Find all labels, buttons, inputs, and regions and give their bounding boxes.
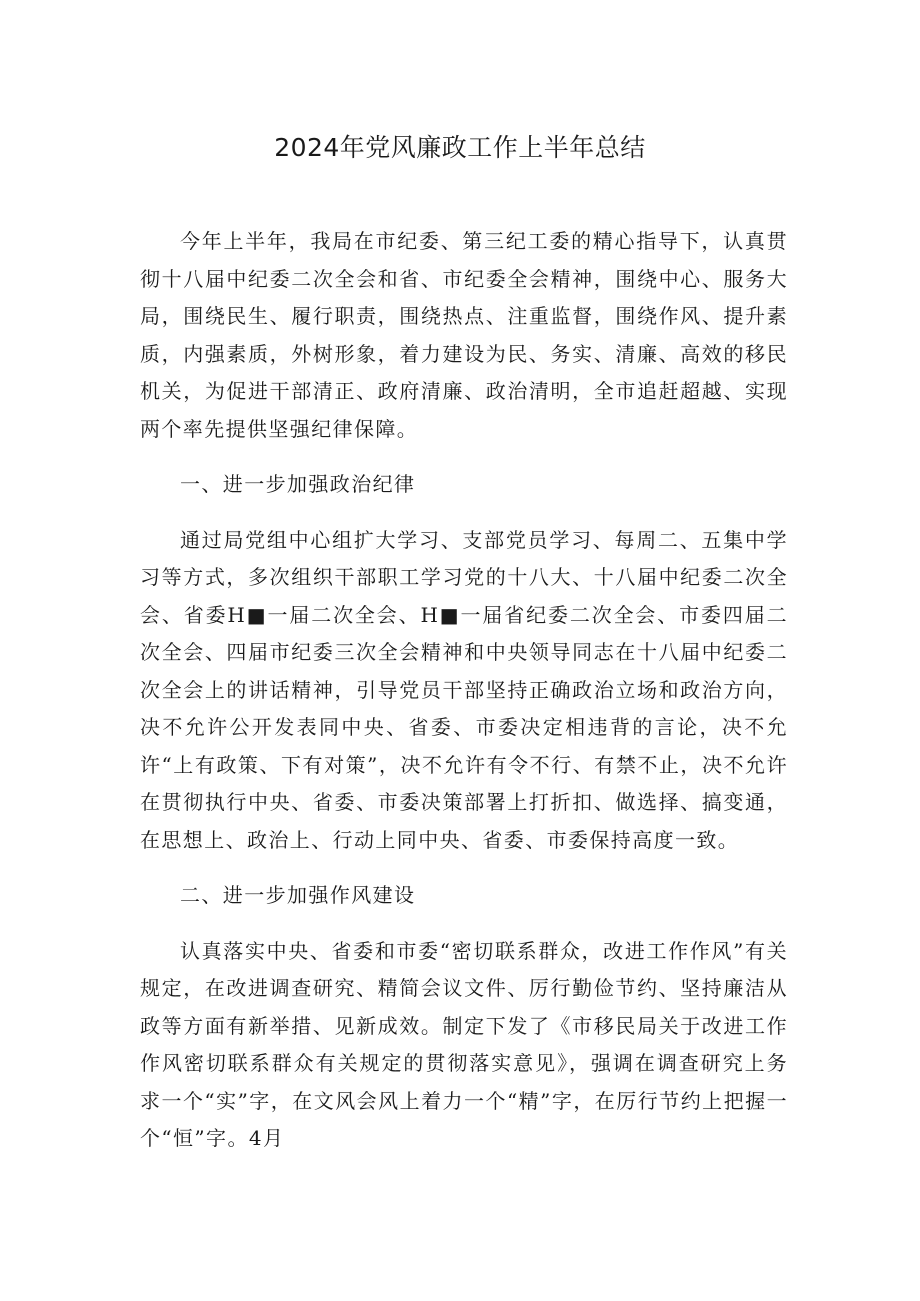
section-2-heading: 二、进一步加强作风建设 [180, 883, 416, 907]
paragraph-spacer [140, 448, 788, 466]
section-1-paragraph: 通过局党组中心组扩大学习、支部党员学习、每周二、五集中学习等方式，多次组织干部职工学习党的十八大、十八届中纪委二次全会、省委H■一届二次全会、H■一届省纪委二次全会、市委四届二次全会、四届市纪委三次全会精神和中央领导同志在十八届中纪委二次全会上的讲话精神，引导党员干部坚持正确政治立场和政治方向，决不允许公开发表同中央、省委、市委决定相违背的言论，决不允许“上有政策、下有对策”，决不允许有令不行、有禁不止，决不允许在贯彻执行中央、省委、市委决策部署上打折扣、做选择、搞变通，在思想上、政治上、行动上同中央、省委、市委保持高度一致。 [140, 527, 788, 852]
paragraph-spacer [140, 915, 788, 933]
section-1-heading: 一、进一步加强政治纪律 [180, 472, 416, 496]
section-2-paragraph: 认真落实中央、省委和市委“密切联系群众，改进工作作风”有关规定，在改进调查研究、精简会议文件、厉行勤俭节约、坚持廉洁从政等方面有新举措、见新成效。制定下发了《市移民局关于改进工作作风密切联系群众有关规定的贯彻落实意见》，强调在调查研究上务求一个“实”字，在文风会风上着力一个“精”字，在厉行节约上把握一个“恒”字。4月 [140, 938, 788, 1150]
document-body [140, 223, 788, 1158]
document-title: 2024年党风廉政工作上半年总结 [274, 133, 646, 162]
intro-paragraph: 今年上半年，我局在市纪委、第三纪工委的精心指导下，认真贯彻十八届中纪委二次全会和省、市纪委全会精神，围绕中心、服务大局，围绕民生、履行职责，围绕热点、注重监督，围绕作风、提升素质，内强素质，外树形象，着力建设为民、务实、清廉、高效的移民机关，为促进干部清正、政府清廉、政治清明，全市追赶超越、实现两个率先提供坚强纪律保障。 [140, 229, 788, 441]
paragraph-spacer [140, 859, 788, 877]
paragraph-spacer [140, 504, 788, 522]
